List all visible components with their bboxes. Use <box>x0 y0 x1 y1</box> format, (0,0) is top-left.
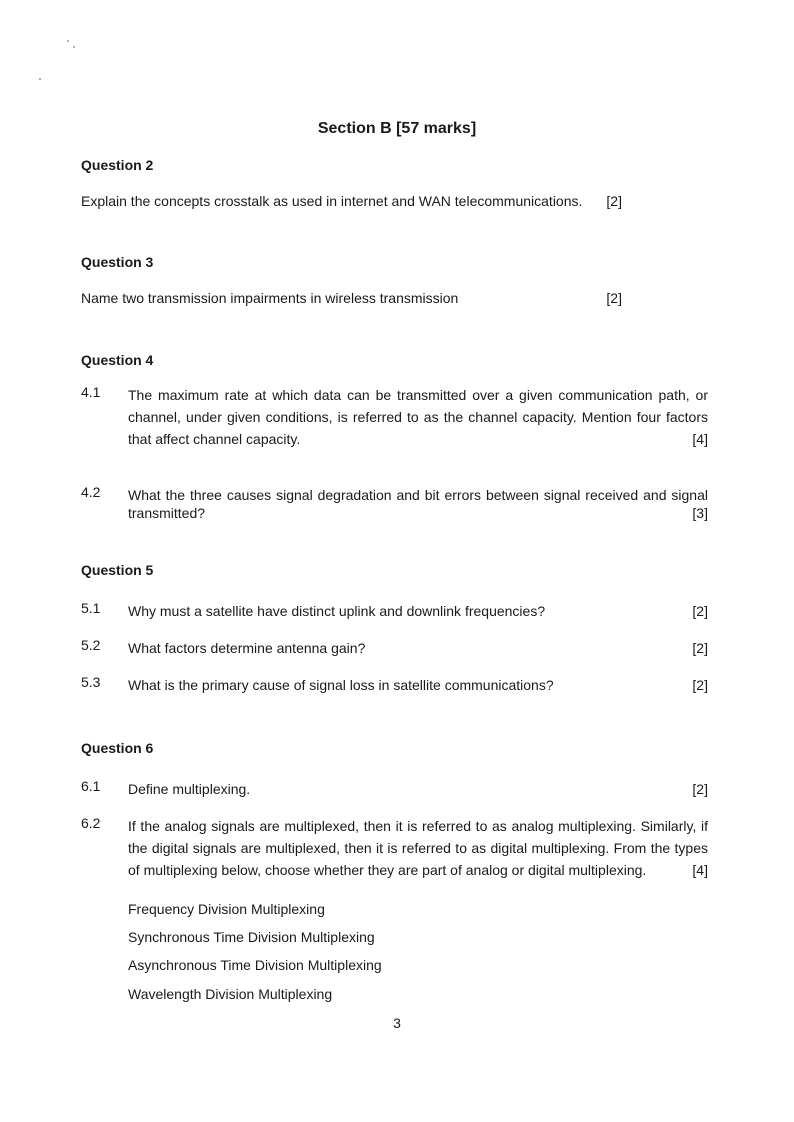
question-2-heading: Question 2 <box>81 157 154 173</box>
item-number: 4.2 <box>81 484 101 500</box>
text-line-content: Define multiplexing. <box>128 781 251 797</box>
text-line: If the analog signals are multiplexed, then it is referred to as analog multiplexing. Similarly, if <box>128 818 708 834</box>
question-6-2-marks: [4] <box>692 862 708 878</box>
text-line-content: of multiplexing below, choose whether they are part of analog or digital multiplexing. <box>128 862 647 878</box>
question-5-2-marks: [2] <box>692 640 708 656</box>
item-number: 4.1 <box>81 384 101 400</box>
text-line-content: that affect channel capacity. <box>128 431 301 447</box>
scan-speck <box>73 46 75 48</box>
question-2-text <box>81 190 708 212</box>
question-5-1-marks: [2] <box>692 603 708 619</box>
question-4-heading: Question 4 <box>81 352 154 368</box>
text-line <box>128 859 708 881</box>
page-number: 3 <box>393 1015 401 1031</box>
item-number: 5.2 <box>81 637 101 653</box>
question-3-text <box>81 287 708 309</box>
item-number: 5.3 <box>81 674 101 690</box>
question-4-1-text <box>128 384 708 450</box>
question-3-heading: Question 3 <box>81 254 154 270</box>
text-line: the digital signals are multiplexed, then it is referred to as digital multiplexing. From the types <box>128 840 708 856</box>
scan-speck <box>39 78 41 80</box>
question-2-marks: [2] <box>606 193 622 209</box>
text-line-content: Why must a satellite have distinct uplink and downlink frequencies? <box>128 603 546 619</box>
question-6-1-marks: [2] <box>692 781 708 797</box>
question-4-2-text <box>128 484 708 524</box>
list-item: Frequency Division Multiplexing <box>128 901 325 917</box>
text-line-content: transmitted? <box>128 505 206 521</box>
question-6-1-text <box>128 778 708 800</box>
text-line-content: What factors determine antenna gain? <box>128 640 366 656</box>
list-item: Wavelength Division Multiplexing <box>128 986 333 1002</box>
question-4-2-marks: [3] <box>692 505 708 521</box>
text-line: What the three causes signal degradation and bit errors between signal received and signal <box>128 487 708 503</box>
item-number: 5.1 <box>81 600 101 616</box>
list-item: Synchronous Time Division Multiplexing <box>128 929 375 945</box>
text-line-content: What is the primary cause of signal loss in satellite communications? <box>128 677 554 693</box>
item-number: 6.1 <box>81 778 101 794</box>
question-5-3-marks: [2] <box>692 677 708 693</box>
question-5-1-text <box>128 600 708 622</box>
question-6-heading: Question 6 <box>81 740 154 756</box>
section-title: Section B [57 marks] <box>317 120 477 137</box>
list-item: Asynchronous Time Division Multiplexing <box>128 957 382 973</box>
text-line <box>128 502 708 524</box>
question-3-body: Name two transmission impairments in wireless transmission <box>81 290 459 306</box>
question-6-2-text <box>128 815 708 881</box>
scan-speck <box>67 40 69 42</box>
item-number: 6.2 <box>81 815 101 831</box>
question-2-body: Explain the concepts crosstalk as used in internet and WAN telecommunications. <box>81 193 583 209</box>
text-line <box>128 428 708 450</box>
text-line: The maximum rate at which data can be transmitted over a given communication path, or <box>128 387 708 403</box>
text-line: channel, under given conditions, is referred to as the channel capacity. Mention four factors <box>128 409 708 425</box>
question-5-heading: Question 5 <box>81 562 154 578</box>
question-3-marks: [2] <box>606 290 622 306</box>
question-4-1-marks: [4] <box>692 431 708 447</box>
question-5-3-text <box>128 674 708 696</box>
question-5-2-text <box>128 637 708 659</box>
